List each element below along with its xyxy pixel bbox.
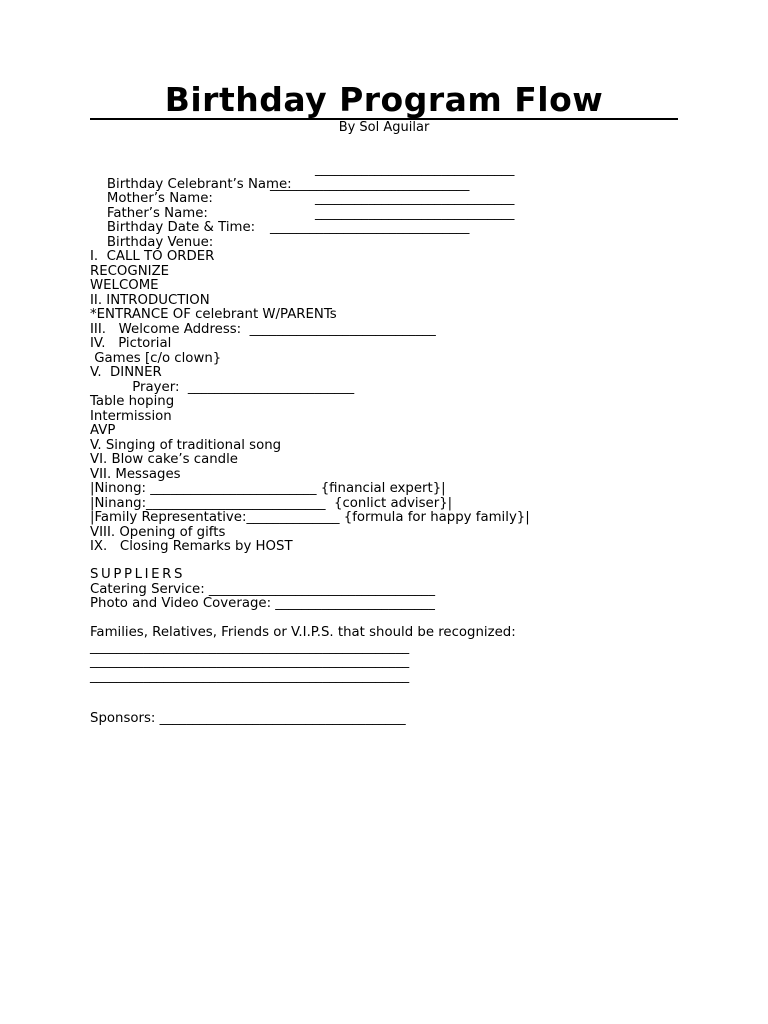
photo-video-coverage-field: Photo and Video Coverage: ________________________ bbox=[90, 596, 435, 611]
celebrant-name-blank: ______________________________ bbox=[315, 162, 515, 177]
program-item-closing-remarks: IX. Closing Remarks by HOST bbox=[90, 539, 293, 554]
program-item-singing: V. Singing of traditional song bbox=[90, 437, 282, 453]
program-item-entrance: *ENTRANCE OF celebrant W/PARENTs bbox=[90, 307, 337, 322]
program-item-introduction: II. INTRODUCTION bbox=[90, 292, 210, 308]
program-item-pictorial: IV. Pictorial bbox=[90, 336, 172, 351]
birthday-venue-label: Birthday Venue: bbox=[106, 234, 214, 250]
father-name-label: Father’s Name: bbox=[106, 205, 208, 221]
birthday-venue-blank: ______________________________ bbox=[270, 220, 470, 235]
program-item-intermission: Intermission bbox=[90, 408, 172, 424]
sponsors-field: Sponsors: _____________________________________ bbox=[90, 711, 406, 726]
recognition-blank-line: ________________________________________________ bbox=[90, 639, 410, 655]
program-item-ninong: |Ninong: _________________________ {financial expert}| bbox=[90, 481, 446, 496]
celebrant-name-label: Birthday Celebrant’s Name: bbox=[106, 176, 292, 192]
author-byline: By Sol Aguilar bbox=[338, 120, 430, 135]
birthday-date-label: Birthday Date & Time: bbox=[106, 220, 256, 235]
suppliers-heading: SUPPLIERS bbox=[90, 567, 186, 582]
program-item-avp: AVP bbox=[90, 423, 116, 438]
recognition-blank-line: ________________________________________________ bbox=[90, 668, 410, 684]
father-name-blank: ______________________________ bbox=[315, 191, 515, 206]
recognition-prompt: Families, Relatives, Friends or V.I.P.S. that should be recognized: bbox=[90, 625, 516, 640]
program-item-games: Games [c/o clown} bbox=[90, 350, 222, 366]
program-item-welcome: WELCOME bbox=[90, 278, 159, 293]
program-item-prayer: Prayer: _________________________ bbox=[90, 379, 355, 395]
program-item-call-to-order: I. CALL TO ORDER bbox=[90, 249, 215, 264]
program-item-messages: VII. Messages bbox=[90, 466, 181, 482]
recognition-blank-line: ________________________________________________ bbox=[90, 654, 410, 669]
program-item-table-hoping: Table hoping bbox=[90, 394, 175, 409]
program-item-recognize: RECOGNIZE bbox=[90, 263, 170, 279]
program-item-dinner: V. DINNER bbox=[90, 365, 162, 380]
program-item-ninang: |Ninang:___________________________ {conlict adviser}| bbox=[90, 495, 453, 511]
mother-name-blank: ______________________________ bbox=[270, 176, 470, 192]
mother-name-label: Mother’s Name: bbox=[106, 191, 213, 206]
catering-service-field: Catering Service: __________________________________ bbox=[90, 581, 435, 597]
birthday-date-blank: ______________________________ bbox=[315, 205, 515, 221]
program-item-family-representative: |Family Representative:______________ {formula for happy family}| bbox=[90, 510, 530, 525]
program-item-opening-gifts: VIII. Opening of gifts bbox=[90, 524, 226, 540]
document-title: Birthday Program Flow bbox=[164, 80, 604, 119]
program-item-welcome-address: III. Welcome Address: ____________________________ bbox=[90, 321, 436, 337]
program-item-blow-candle: VI. Blow cake’s candle bbox=[90, 452, 238, 467]
